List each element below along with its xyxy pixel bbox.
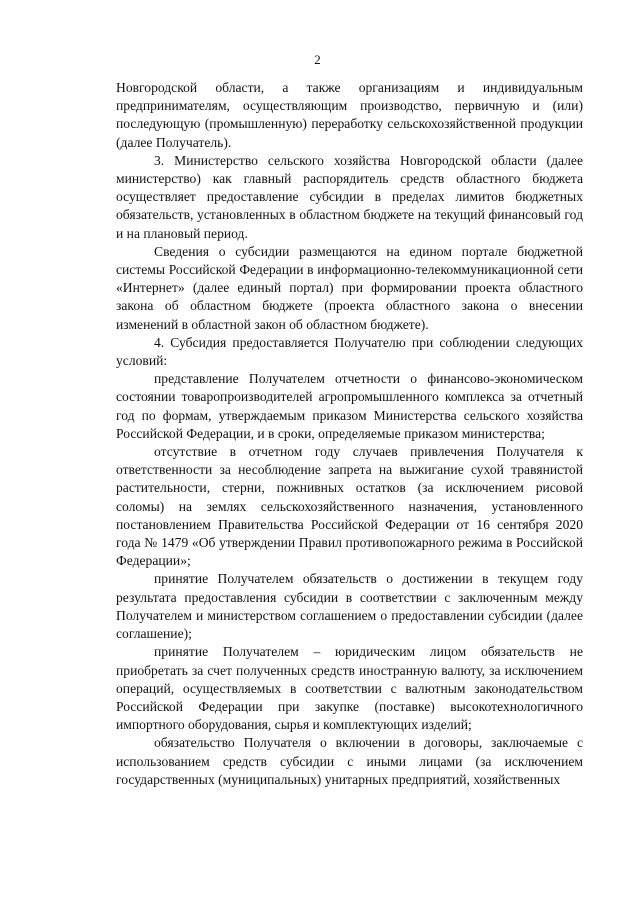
paragraph-condition-contracts: обязательство Получателя о включении в договоры, заключаемые с использованием средств субсидии с иными лицами (за исключением государственных (муниципальных) унитарных предприятий, хозяйственных — [116, 735, 583, 787]
paragraph-condition-reporting: представление Получателем отчетности о финансово-экономическом состоянии товаропроизводителей агропромышленного комплекса за отчетный год по формам, утверждаемым приказом Министерства сельского хозяйства Российской Федерации, и в сроки, определяемые приказом министерства; — [116, 371, 583, 441]
paragraph-item-4: 4. Субсидия предоставляется Получателю при соблюдении следующих условий: — [116, 334, 583, 369]
page-number: 2 — [314, 52, 321, 67]
paragraph-continuation: Новгородской области, а также организациям и индивидуальным предпринимателям, осуществляющим производство, первичную и (или) последующую (промышленную) переработку сельскохозяйственной продукции (далее Получатель). — [116, 80, 583, 150]
paragraph-portal-info: Сведения о субсидии размещаются на едином портале бюджетной системы Российской Федерации в информационно-телекоммуникационной сети «Интернет» (далее единый портал) при формировании проекта областного закона об областном бюджете (проекта областного закона о внесении изменений в областной закон об областном бюджете). — [116, 243, 583, 332]
document-body — [116, 79, 583, 789]
paragraph-item-3: 3. Министерство сельского хозяйства Новгородской области (далее министерство) как главный распорядитель средств областного бюджета осуществляет предоставление субсидии в пределах лимитов бюджетных обязательств, установленных в областном бюджете на текущий финансовый год и на плановый период. — [116, 152, 583, 241]
paragraph-condition-result: принятие Получателем обязательств о достижении в текущем году результата предоставления субсидии в соответствии с заключенным между Получателем и министерством соглашением о предоставлении субсидии (далее соглашение); — [116, 571, 583, 642]
paragraph-condition-fire-safety: отсутствие в отчетном году случаев привлечения Получателя к ответственности за несоблюдение запрета на выжигание сухой травянистой растительности, стерни, пожнивных остатков (за исключением рисовой соломы) на землях сельскохозяйственного назначения, установленного постановлением Правительства Российской Федерации от 16 сентября 2020 года № 1479 «Об утверждении Правил противопожарного режима в Российской Федерации»; — [116, 444, 583, 569]
paragraph-condition-currency: принятие Получателем – юридическим лицом обязательств не приобретать за счет полученных средств иностранную валюту, за исключением операций, осуществляемых в соответствии с валютным законодательством Российской Федерации при закупке (поставке) высокотехнологичного импортного оборудования, сырья и комплектующих изделий; — [116, 644, 583, 733]
